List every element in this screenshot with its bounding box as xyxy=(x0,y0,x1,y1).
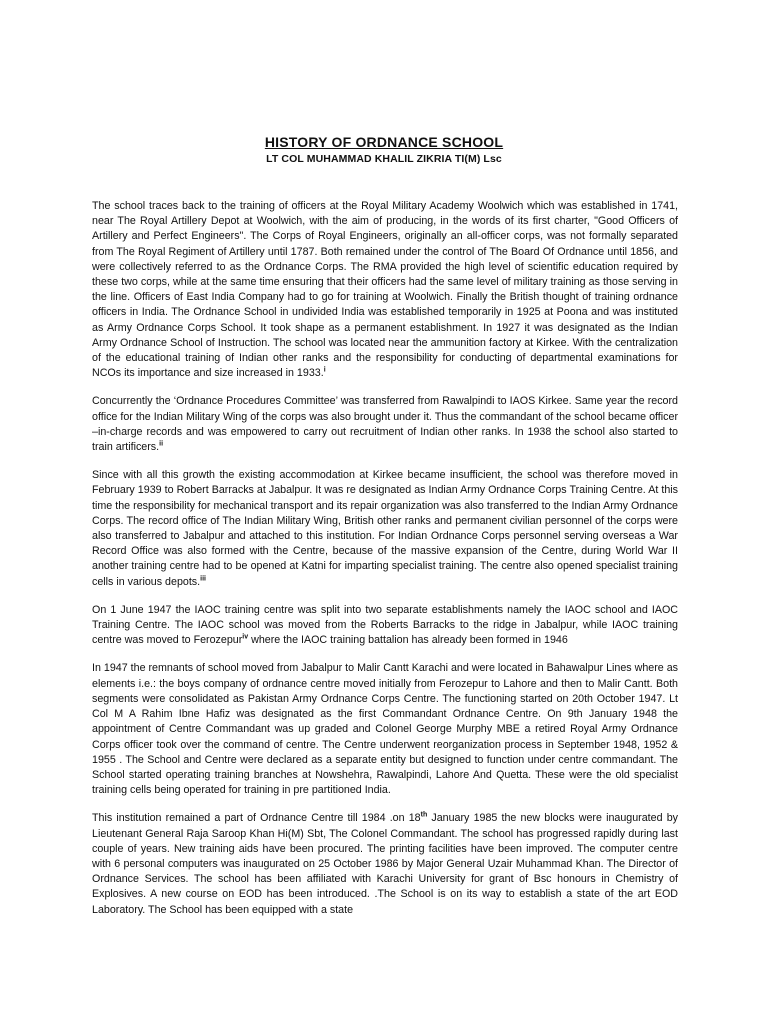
ordinal-suffix: th xyxy=(420,811,428,819)
paragraph-text: On 1 June 1947 the IAOC training centre was split into two separate establishments namely the IAOC school and IAOC Training Centre. The IAOC school was moved from the Roberts Barracks to the ridge in Jabalpur, while IAOC training centre was moved to Ferozepur xyxy=(92,603,678,647)
footnote-marker: ii xyxy=(159,440,164,448)
paragraph-pakistan-centre xyxy=(92,661,678,798)
paragraph-text-continued: where the IAOC training battalion has already been formed in 1946 xyxy=(248,634,568,647)
paragraph-text: Concurrently the ‘Ordnance Procedures Committee’ was transferred from Rawalpindi to IAOS Kirkee. Same year the record office for the Indian Military Wing of the corps was also brought under it. Thus the commandant of the school became officer –in-charge records and was empowered to carry out recruitment of Indian other ranks. In 1938 the school also started to train artificers. xyxy=(92,395,678,454)
footnote-marker: i xyxy=(323,366,326,374)
paragraph-jabalpur-move xyxy=(92,468,678,590)
footnote-marker: iv xyxy=(242,633,249,641)
document-title: HISTORY OF ORDNANCE SCHOOL xyxy=(264,134,504,150)
paragraph-new-blocks xyxy=(92,811,678,917)
paragraph-text: The school traces back to the training of officers at the Royal Military Academy Woolwich which was established in 1741, near The Royal Artillery Depot at Woolwich, with the aim of producing, in the words of its first charter, "Good Officers of Artillery and Perfect Engineers". The Corps of Royal Engineers, originally an all-officer corps, was not formally separated from The Royal Regiment of Artillery until 1787. Both remained under the control of The Board Of Ordnance until 1856, and were collectively referred to as the Ordnance Corps. The RMA provided the high level of scientific education required by these two corps, while at the same time ensuring that their officers had the same level of military training as those serving in the line. Officers of East India Company had to go for training at Woolwich. Finally the British thought of training ordnance officers in India. The Ordnance School in undivided India was established temporarily in 1925 at Poona and was instituted as Army Ordnance Corps School. It took shape as a permanent establishment. In 1927 it was designated as the Indian Army Ordnance School of Instruction. The school was located near the ammunition factory at Kirkee. With the centralization of the educational training of Indian other ranks and the responsibility for conducting of departmental examinations for NCOs its importance and size increased in 1933. xyxy=(92,200,678,380)
paragraph-procedures-committee xyxy=(92,394,678,455)
document-author: LT COL MUHAMMAD KHALIL ZIKRIA TI(M) Lsc xyxy=(266,153,502,165)
footnote-marker: iii xyxy=(200,575,206,583)
document-body xyxy=(92,199,678,931)
paragraph-text: This institution remained a part of Ordnance Centre till 1984 .on 18 xyxy=(92,812,421,825)
paragraph-1947-split xyxy=(92,603,678,649)
paragraph-text-continued: January 1985 the new blocks were inaugurated by Lieutenant General Raja Saroop Khan Hi(M) Sbt, The Colonel Commandant. The school has progressed rapidly during last couple of years. New training aids have been procured. The printing facilities have been improved. The computer centre with 6 personal computers was inaugurated on 25 October 1986 by Major General Uzair Muhammad Khan. The Director of Ordnance Services. The school has been affiliated with Karachi University for grant of Bsc honours in Chemistry of Explosives. A new course on EOD has been introduced. .The School is on its way to establish a state of the art EOD Laboratory. The School has been equipped with a state xyxy=(92,812,678,916)
paragraph-text: In 1947 the remnants of school moved from Jabalpur to Malir Cantt Karachi and were located in Bahawalpur Lines where as elements i.e.: the boys company of ordnance centre moved initially from Ferozepur to Lahore and then to Malir Cantt. Both segments were consolidated as Pakistan Army Ordnance Corps Centre. The functioning started on 20th October 1947. Lt Col M A Rahim Ibne Hafiz was designated as the first Commandant Ordnance Centre. On 9th January 1948 the appointment of Centre Commandant was up graded and Colonel George Murphy MBE a retired Royal Army Ordnance Corps officer took over the command of centre. The Centre underwent reorganization process in September 1948, 1952 & 1955 . The School and Centre were declared as a separate entity but designed to function under centre commandant. The School started operating training branches at Nowshehra, Rawalpindi, Lahore And Quetta. These were the old specialist training cells being operated for training in pre partitioned India. xyxy=(92,662,678,797)
paragraph-rma-origins xyxy=(92,199,678,381)
paragraph-text: Since with all this growth the existing accommodation at Kirkee became insufficient, the school was therefore moved in February 1939 to Robert Barracks at Jabalpur. It was re designated as Indian Army Ordnance Corps Training Centre. At this time the responsibility for mechanical transport and its repair organization was also transferred to the Indian Army Ordnance Corps. The record office of The Indian Military Wing, British other ranks and permanent civilian personnel of the corps were also transferred to Jabalpur and attached to this institution. For Indian Ordnance Corps personnel serving overseas a War Record Office was also formed with the Centre, because of the massive expansion of the Centre, during World War II another training centre had to be opened at Katni for imparting specialist training. The centre also opened specialist training cells in various depots. xyxy=(92,469,678,588)
